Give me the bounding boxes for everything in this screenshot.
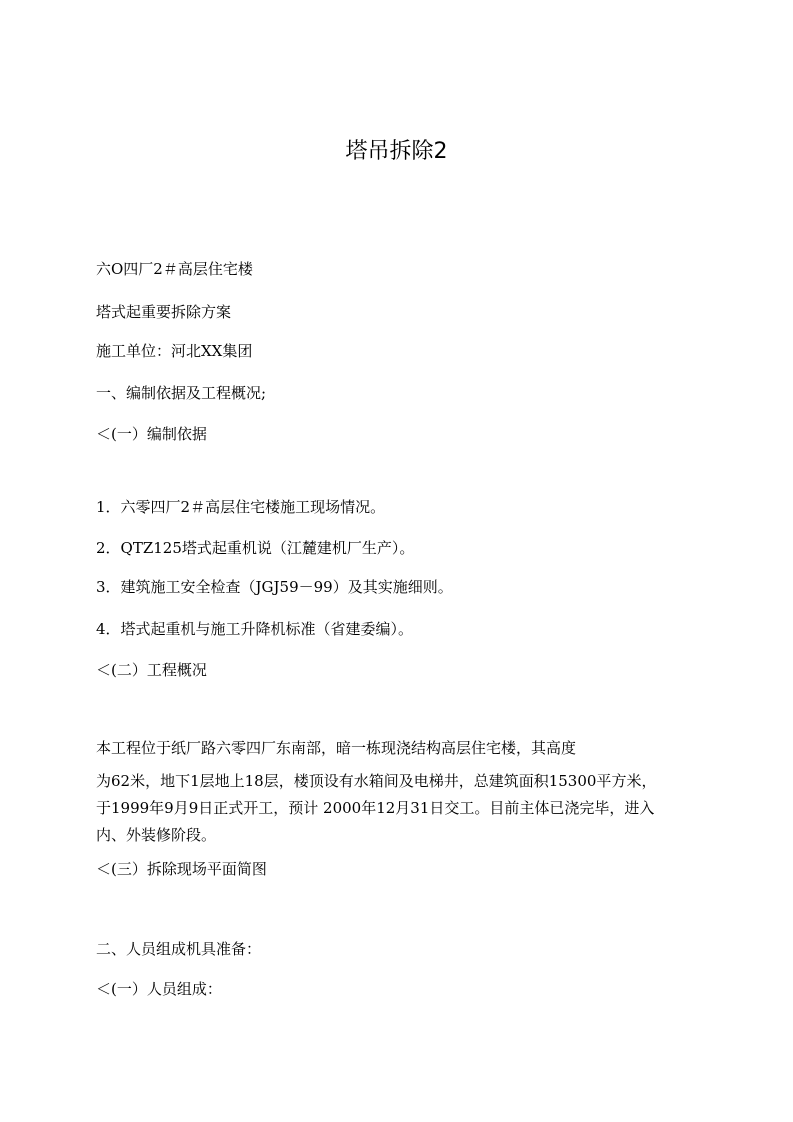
subsection-heading-personnel: ＜(一）人员组成： [96, 980, 222, 998]
list-item: 1．六零四厂2＃高层住宅楼施工现场情况。 [96, 498, 386, 516]
section-heading-1: 一、编制依据及工程概况; [96, 384, 267, 402]
list-item: 2．QTZ125塔式起重机说（江麓建机厂生产）。 [96, 539, 415, 557]
paragraph-line: 本工程位于纸厂路六零四厂东南部，暗一栋现浇结构高层住宅楼，其高度 [96, 739, 577, 757]
subsection-heading-site-plan: ＜(三）拆除现场平面简图 [96, 860, 267, 878]
paragraph-line: 于1999年9月9日正式开工，预计 2000年12月31日交工。目前主体已浇完毕，进入 [96, 799, 655, 817]
list-item: 4．塔式起重机与施工升降机标准（省建委编）。 [96, 620, 414, 638]
paragraph-line: 内、外装修阶段。 [96, 826, 217, 844]
project-name: 六O四厂2＃高层住宅楼 [96, 260, 253, 278]
subsection-heading-overview: ＜(二）工程概况 [96, 661, 207, 679]
plan-title: 塔式起重要拆除方案 [96, 303, 232, 321]
section-heading-2: 二、人员组成机具准备： [96, 940, 262, 958]
construction-unit: 施工单位：河北XX集团 [96, 342, 253, 360]
project-overview-paragraph [96, 735, 708, 849]
list-item: 3．建筑施工安全检查（JGJ59－99）及其实施细则。 [96, 578, 453, 596]
paragraph-line: 为62米，地下1层地上18层，楼顶设有水箱间及电梯井，总建筑面积15300平方米， [96, 772, 657, 790]
subsection-heading-basis: ＜(一）编制依据 [96, 425, 207, 443]
document-title: 塔吊拆除2 [345, 139, 448, 164]
